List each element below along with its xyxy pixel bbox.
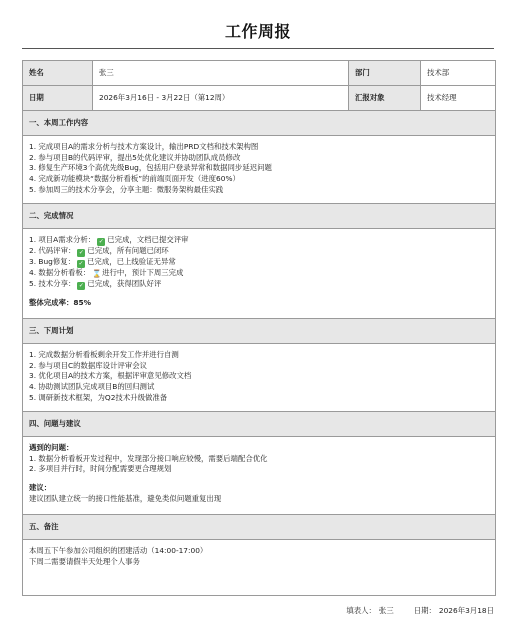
filler-value: 张三	[378, 606, 394, 615]
info-row-name	[23, 61, 496, 86]
dept-label: 部门	[349, 61, 421, 86]
list-item: 1. 数据分析看板开发过程中，发现部分接口响应较慢，需要后端配合优化	[29, 453, 268, 463]
section-status-heading: 二、完成情况	[23, 204, 496, 229]
status-list	[29, 235, 489, 290]
name-value: 张三	[93, 61, 349, 86]
section-issues-body	[23, 437, 496, 515]
suggestion-label: 建议：	[29, 483, 52, 493]
list-item: 2. 参与项目B的代码评审，提出5处优化建议并协助团队成员修改	[29, 152, 241, 162]
status-item-text: 已完成，获得团队好评	[87, 278, 162, 288]
completion-rate	[29, 298, 489, 309]
title-divider	[22, 48, 494, 49]
list-item: 5. 调研新技术框架，为Q2技术升级做准备	[29, 392, 168, 402]
status-item	[29, 235, 489, 246]
status-item-label: 5. 技术分享：	[29, 278, 76, 288]
status-item-label: 2. 代码评审：	[29, 246, 76, 255]
list-item: 3. 优化项目A的技术方案，根据评审意见修改文档	[29, 371, 192, 381]
list-item: 4. 完成新功能模块“数据分析看板”的前端页面开发（进度60%）	[29, 174, 240, 184]
completion-rate-label: 整体完成率：	[29, 297, 74, 307]
section-issues-heading: 四、问题与建议	[23, 412, 496, 437]
section-notes-body	[23, 540, 496, 596]
section-plan-body	[23, 344, 496, 412]
status-item	[29, 268, 489, 279]
status-item	[29, 279, 489, 290]
list-item: 5. 参加周三的技术分享会，分享主题：微服务架构最佳实践	[29, 184, 224, 194]
status-item-label: 4. 数据分析看板：	[29, 268, 91, 277]
status-item-text: 已完成，已上线验证无异常	[87, 257, 176, 266]
status-item-text: 已完成，所有问题已闭环	[87, 246, 169, 255]
check-icon: ✓	[78, 249, 84, 256]
status-item-text: 已完成，文档已提交评审	[107, 235, 189, 244]
check-icon: ✓	[78, 260, 84, 267]
note-line: 下周二需要请假半天处理个人事务	[29, 556, 140, 566]
check-icon: ✓	[78, 281, 84, 289]
report-to-value: 技术经理	[421, 86, 496, 111]
status-item	[29, 246, 489, 257]
report-footer	[0, 606, 494, 617]
list-item: 1. 完成项目A的需求分析与技术方案设计，输出PRD文档和技术架构图	[29, 142, 259, 151]
status-item	[29, 257, 489, 268]
list-item: 2. 多项目并行时，时间分配需要更合理规划	[29, 464, 172, 474]
report-table	[22, 60, 496, 596]
page-title: 工作周报	[224, 22, 291, 41]
filler-label: 填表人：	[346, 606, 376, 615]
name-label: 姓名	[23, 61, 93, 86]
section-status-body	[23, 229, 496, 319]
status-item-text: 进行中，预计下周三完成	[102, 268, 184, 277]
report-to-label: 汇报对象	[349, 86, 421, 111]
note-line: 本周五下午参加公司组织的团建活动（14:00-17:00）	[29, 546, 208, 555]
section-plan-heading: 三、下周计划	[23, 319, 496, 344]
status-item-label: 1. 项目A需求分析：	[29, 235, 96, 244]
section-work-body	[23, 136, 496, 204]
date-label: 日期	[23, 86, 93, 111]
problems-list	[29, 454, 489, 475]
list-item: 4. 协助测试团队完成项目B的回归测试	[29, 382, 155, 392]
footer-date-label: 日期：	[413, 606, 436, 615]
list-item: 1. 完成数据分析看板剩余开发工作并进行自测	[29, 350, 179, 359]
plan-list	[29, 350, 489, 404]
suggestion-text: 建议团队建立统一的接口性能基准，避免类似问题重复出现	[29, 493, 222, 503]
dept-value: 技术部	[421, 61, 496, 86]
work-list	[29, 142, 489, 196]
status-item-label: 3. Bug修复：	[29, 257, 76, 266]
problems-label: 遇到的问题：	[29, 443, 74, 452]
completion-rate-value: 85%	[73, 297, 92, 307]
hourglass-icon: ⌛	[92, 269, 102, 278]
info-row-date	[23, 86, 496, 111]
list-item: 3. 修复生产环境3个高优先级Bug，包括用户登录异常和数据同步延迟问题	[29, 163, 272, 173]
section-work-heading: 一、本周工作内容	[23, 111, 496, 136]
date-value: 2026年3月16日 - 3月22日（第12周）	[93, 86, 349, 111]
check-icon: ✓	[98, 238, 104, 245]
list-item: 2. 参与项目C的数据库设计评审会议	[29, 360, 148, 370]
footer-date-value: 2026年3月18日	[438, 606, 494, 615]
section-notes-heading: 五、备注	[23, 515, 496, 540]
